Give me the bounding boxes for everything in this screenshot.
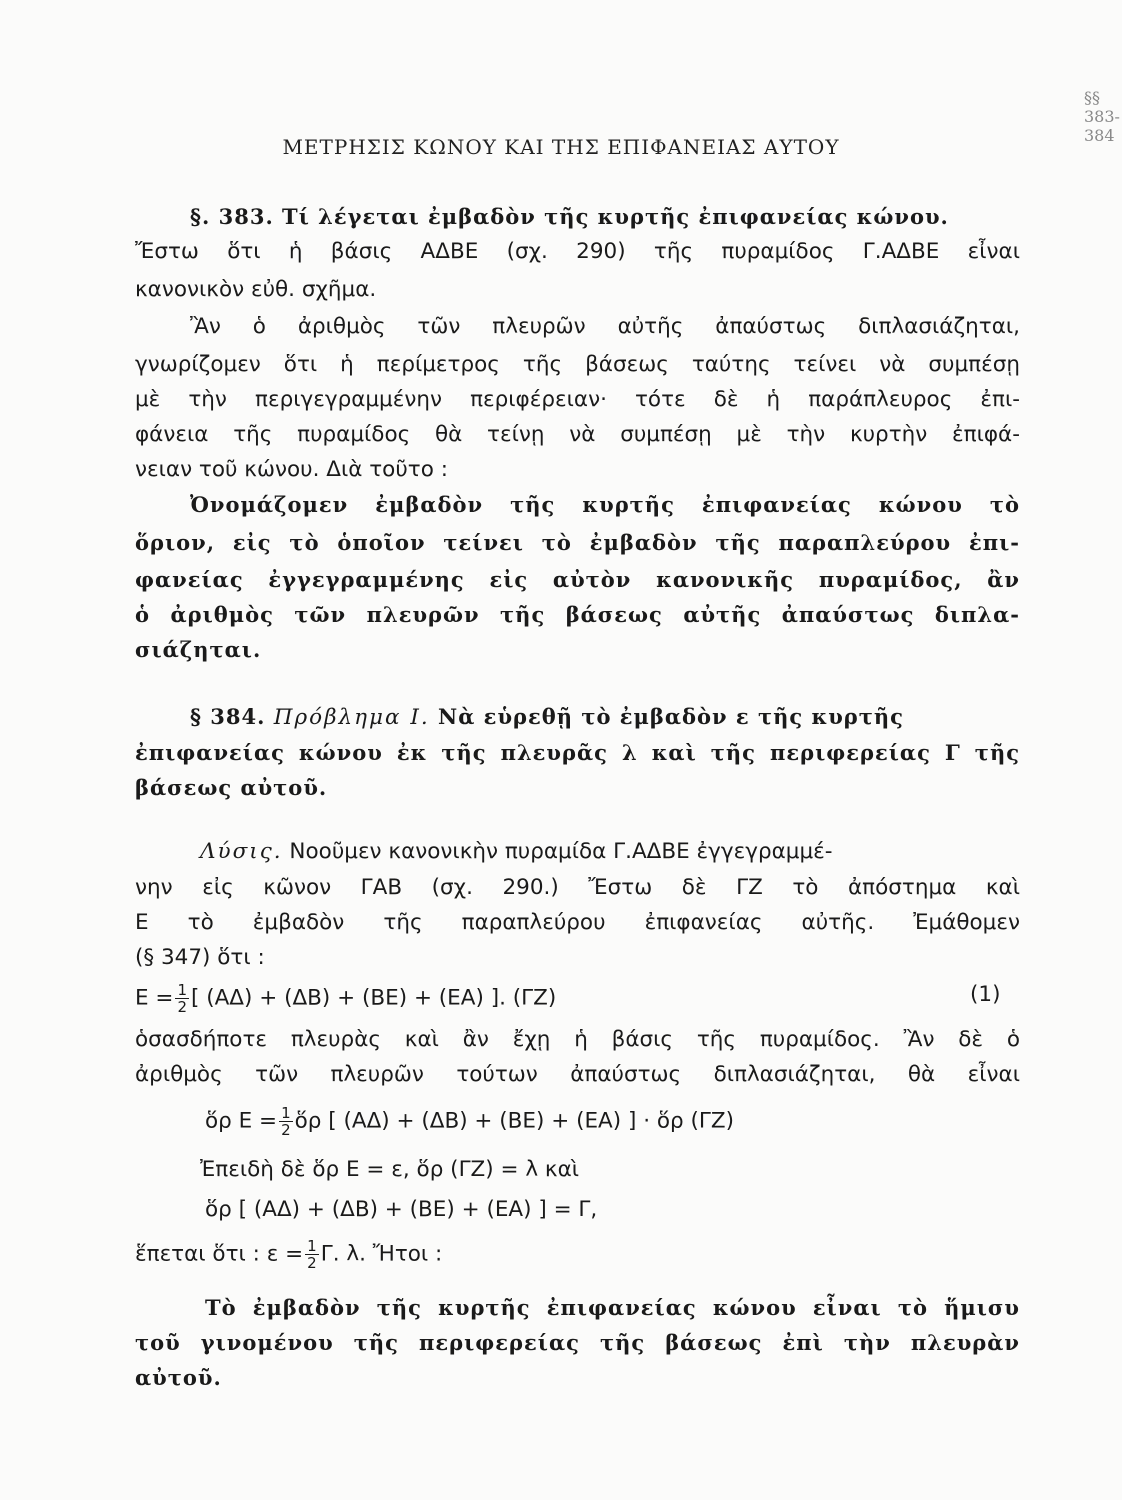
paragraph-line: ὁσασδήποτε πλευρὰς καὶ ἂν ἔχῃ ἡ βάσις τῆς πυραμίδος. Ἂν δὲ ὁ bbox=[135, 1027, 1020, 1052]
paragraph-line: κανονικὸν εὐθ. σχῆμα. bbox=[135, 277, 377, 302]
corner-mark: §§ 383-384 bbox=[1084, 88, 1120, 145]
problem-statement-start: Νὰ εὑρεθῇ τὸ ἐμβαδὸν ε τῆς κυρτῆς bbox=[429, 704, 904, 729]
section-383-title: §. 383. Τί λέγεται ἐμβαδὸν τῆς κυρτῆς ἐπιφανείας κώνου. bbox=[190, 204, 949, 229]
section-384-number: § 384. bbox=[190, 704, 274, 729]
half-fraction: $\frac{1}{2}$ bbox=[281, 1104, 291, 1139]
paragraph-line: φάνεια τῆς πυραμίδος θὰ τείνῃ νὰ συμπέσῃ μὲ τὴν κυρτὴν ἐπιφά- bbox=[135, 422, 1020, 447]
equation-lhs: ὅρ Ε = bbox=[205, 1108, 278, 1134]
definition-line: ὅριον, εἰς τὸ ὁποῖον τείνει τὸ ἐμβαδὸν τῆς παραπλεύρου ἐπι- bbox=[135, 530, 1020, 555]
equation-rhs: Γ. λ. Ἤτοι : bbox=[320, 1241, 443, 1267]
paragraph-line: ἀριθμὸς τῶν πλευρῶν τούτων ἀπαύστως διπλασιάζηται, θὰ εἶναι bbox=[135, 1062, 1020, 1087]
half-fraction: $\frac{1}{2}$ bbox=[177, 981, 187, 1016]
solution-text: Νοοῦμεν κανονικὴν πυραμίδα Γ.ΑΔΒΕ ἐγγεγραμμέ- bbox=[282, 839, 833, 864]
equation-5 bbox=[135, 1238, 1020, 1271]
problem-label: Πρόβλημα Ι. bbox=[273, 705, 430, 730]
definition-line: ὁ ἀριθμὸς τῶν πλευρῶν τῆς βάσεως αὐτῆς ἀπαύστως διπλα- bbox=[135, 602, 1020, 627]
page-header: ΜΕΤΡΗΣΙΣ ΚΩΝΟΥ ΚΑΙ ΤΗΣ ΕΠΙΦΑΝΕΙΑΣ ΑΥΤΟΥ bbox=[282, 135, 840, 159]
paragraph-line: νειαν τοῦ κώνου. Διὰ τοῦτο : bbox=[135, 457, 448, 482]
paragraph-line: γνωρίζομεν ὅτι ἡ περίμετρος τῆς βάσεως ταύτης τείνει νὰ συμπέσῃ bbox=[135, 352, 1020, 377]
half-fraction: $\frac{1}{2}$ bbox=[307, 1237, 317, 1272]
section-384-heading bbox=[190, 702, 1020, 733]
equation-rhs: ὅρ [ (ΑΔ) + (ΔΒ) + (ΒΕ) + (ΕΑ) ] · ὅρ (ΓΖ) bbox=[294, 1108, 734, 1134]
paragraph-line: Ἔστω ὅτι ἡ βάσις ΑΔΒΕ (σχ. 290) τῆς πυραμίδος Γ.ΑΔΒΕ εἶναι bbox=[135, 239, 1020, 264]
problem-line: βάσεως αὐτοῦ. bbox=[135, 775, 328, 800]
solution-line: νην εἰς κῶνον ΓΑΒ (σχ. 290.) Ἔστω δὲ ΓΖ τὸ ἀπόστημα καὶ bbox=[135, 875, 1020, 900]
definition-line: Ὀνομάζομεν ἐμβαδὸν τῆς κυρτῆς ἐπιφανείας κώνου τὸ bbox=[190, 492, 1020, 517]
conclusion-line: Τὸ ἐμβαδὸν τῆς κυρτῆς ἐπιφανείας κώνου εἶναι τὸ ἥμισυ bbox=[205, 1295, 1020, 1320]
solution-label: Λύσις. bbox=[200, 839, 283, 864]
equation-lhs: ἕπεται ὅτι : ε = bbox=[135, 1241, 304, 1267]
conclusion-line: αὐτοῦ. bbox=[135, 1365, 222, 1390]
definition-line: φανείας ἐγγεγραμμένης εἰς αὐτὸν κανονικῆς πυραμίδος, ἂν bbox=[135, 567, 1020, 592]
solution-line: Ε τὸ ἐμβαδὸν τῆς παραπλεύρου ἐπιφανείας αὐτῆς. Ἐμάθομεν bbox=[135, 910, 1020, 935]
conclusion-line: τοῦ γινομένου τῆς περιφερείας τῆς βάσεως ἐπὶ τὴν πλευρὰν bbox=[135, 1330, 1020, 1355]
solution-first-line bbox=[200, 837, 1020, 867]
definition-line: σιάζηται. bbox=[135, 637, 262, 662]
paragraph-line: Ἂν ὁ ἀριθμὸς τῶν πλευρῶν αὐτῆς ἀπαύστως διπλασιάζηται, bbox=[190, 314, 1020, 339]
equation-3: Ἐπειδὴ δὲ ὅρ Ε = ε, ὅρ (ΓΖ) = λ καὶ bbox=[200, 1157, 580, 1182]
equation-4: ὅρ [ (ΑΔ) + (ΔΒ) + (ΒΕ) + (ΕΑ) ] = Γ, bbox=[205, 1197, 598, 1222]
equation-number: (1) bbox=[970, 982, 1001, 1007]
equation-2 bbox=[205, 1105, 1020, 1138]
equation-rhs: [ (ΑΔ) + (ΔΒ) + (ΒΕ) + (ΕΑ) ]. (ΓΖ) bbox=[190, 985, 557, 1011]
paragraph-line: μὲ τὴν περιγεγραμμένην περιφέρειαν· τότε δὲ ἡ παράπλευρος ἐπι- bbox=[135, 387, 1020, 412]
equation-1 bbox=[135, 982, 1020, 1015]
equation-lhs: Ε = bbox=[135, 985, 174, 1011]
problem-line: ἐπιφανείας κώνου ἐκ τῆς πλευρᾶς λ καὶ τῆς περιφερείας Γ τῆς bbox=[135, 740, 1020, 765]
solution-line: (§ 347) ὅτι : bbox=[135, 945, 265, 970]
